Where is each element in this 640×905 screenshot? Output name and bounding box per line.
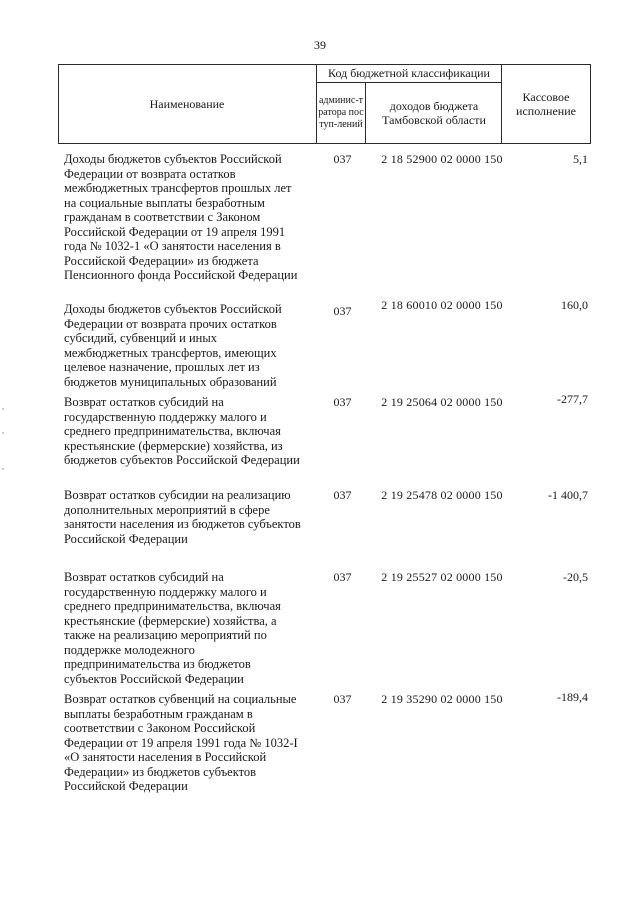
row-income-code: 2 19 35290 02 0000 150 (381, 692, 503, 706)
row-amount: -189,4 (557, 690, 588, 704)
row-amount: 160,0 (561, 298, 588, 312)
row-amount: -1 400,7 (548, 488, 588, 502)
row-admin-code: 037 (333, 152, 352, 166)
scan-speck (2, 432, 4, 434)
row-admin-code: 037 (333, 570, 352, 584)
row-income-code: 2 18 60010 02 0000 150 (381, 298, 503, 312)
row-income-code: 2 19 25527 02 0000 150 (381, 570, 503, 584)
row-income-code: 2 18 52900 02 0000 150 (381, 152, 503, 166)
scan-speck (2, 468, 4, 470)
column-header-execution: Кассовое исполнение (516, 90, 576, 118)
column-header-code-group: Код бюджетной классификации (328, 66, 490, 80)
page-number: 39 (314, 38, 326, 52)
row-admin-code: 037 (333, 304, 352, 318)
column-header-admin: админис-тратора поступ-лений (318, 95, 364, 130)
row-admin-code: 037 (333, 395, 352, 409)
row-income-code: 2 19 25064 02 0000 150 (381, 395, 503, 409)
row-amount: -20,5 (563, 570, 588, 584)
row-amount: -277,7 (557, 392, 588, 406)
row-name: Возврат остатков субсидии на реализацию дополнительных мероприятий в сфере занятости населения из бюджетов субъектов Российской Федерации (64, 488, 301, 546)
header-admin-divider (365, 82, 366, 144)
row-name: Доходы бюджетов субъектов Российской Федерации от возврата остатков межбюджетных трансфертов прошлых лет на социальные выплаты безработным гражданам в соответствии с Законом Российской Федерации от 19 апреля 1991 года № 1032-1 «О занятости населения в Российской Федерации» из бюджета Пенсионного фонда Российской Федерации (64, 152, 298, 282)
row-admin-code: 037 (333, 692, 352, 706)
row-admin-code: 037 (333, 488, 352, 502)
row-name: Возврат остатков субсидий на государственную поддержку малого и среднего предпринимательства, включая крестьянские (фермерские) хозяйства, из бюджетов субъектов Российской Федерации (64, 395, 300, 467)
row-amount: 5,1 (573, 152, 588, 166)
table-header (58, 64, 591, 144)
row-name: Возврат остатков субсидий на государственную поддержку малого и среднего предпринимательства, включая крестьянские (фермерские) хозяйства, а также на реализацию мероприятий по поддержке молодежного предпринимательства из бюджетов субъектов Российской Федерации (64, 570, 281, 686)
row-income-code: 2 19 25478 02 0000 150 (381, 488, 503, 502)
column-header-income: доходов бюджета Тамбовской области (382, 99, 486, 127)
scan-speck (2, 408, 4, 410)
row-name: Возврат остатков субвенций на социальные выплаты безработным гражданам в соответствии с Законом Российской Федерации от 19 апреля 1991 года № 1032-I «О занятости населения в Российской Федерации» из бюджетов субъектов Российской Федерации (64, 692, 298, 793)
header-right-border (590, 64, 591, 144)
column-header-name: Наименование (149, 97, 225, 111)
row-name: Доходы бюджетов субъектов Российской Федерации от возврата прочих остатков субсидий, субвенций и иных межбюджетных трансфертов, имеющих целевое назначение, прошлых лет из бюджетов муниципальных образований (64, 302, 282, 389)
